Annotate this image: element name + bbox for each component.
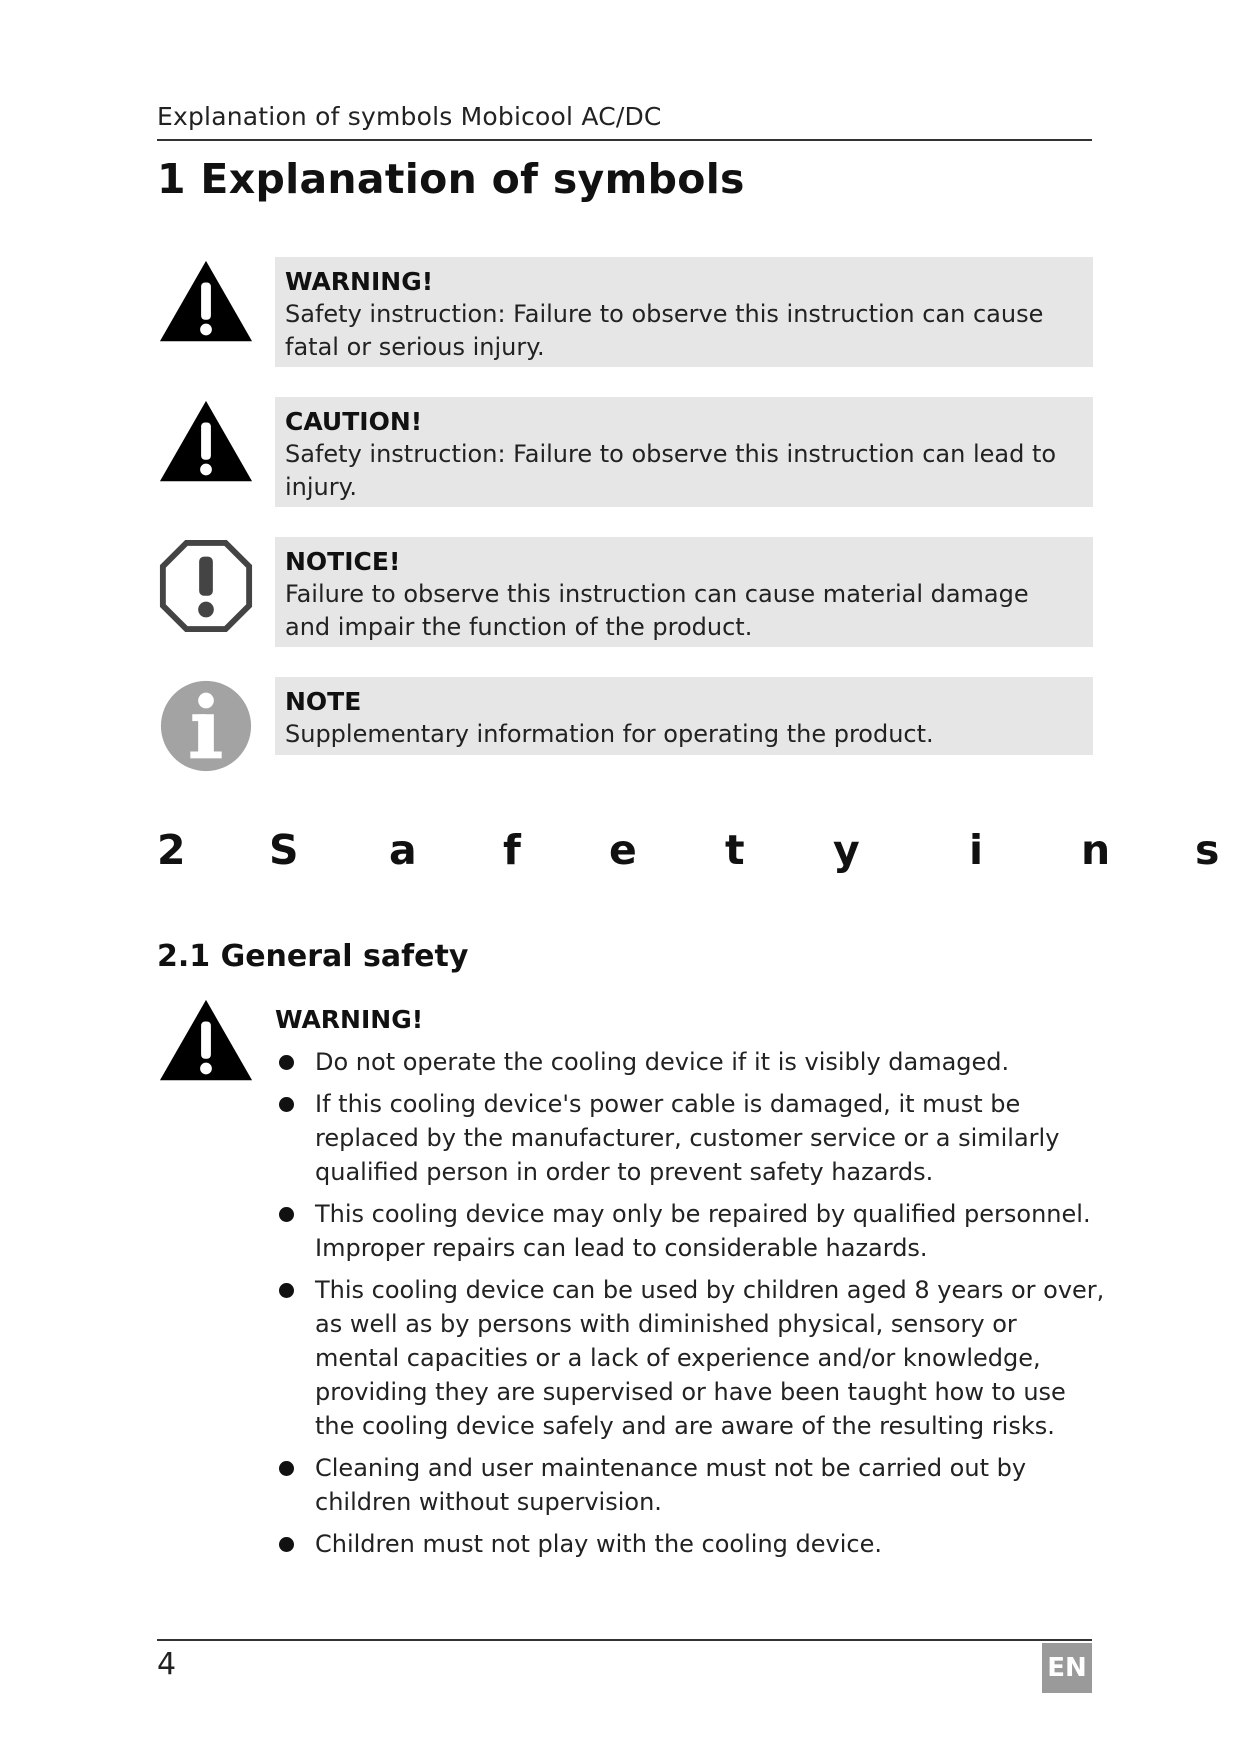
note-box — [275, 677, 1093, 755]
warning-triangle-icon — [157, 257, 255, 355]
section-2-title-char: t — [725, 826, 745, 874]
bullet-icon — [279, 1461, 294, 1476]
list-item — [275, 1087, 1105, 1189]
bullet-icon — [279, 1207, 294, 1222]
section-2-title-char: s — [1195, 826, 1220, 874]
notice-octagon-icon — [157, 537, 255, 635]
warning-triangle-icon — [157, 996, 255, 1094]
list-item — [275, 1197, 1105, 1265]
list-item-text: Children must not play with the cooling device. — [315, 1530, 882, 1558]
header-divider — [157, 139, 1092, 141]
note-text: Supplementary information for operating the product. — [285, 720, 934, 748]
section-2-title-char: S — [269, 826, 299, 874]
notice-box — [275, 537, 1093, 647]
warning-label: WARNING! — [285, 267, 434, 296]
bullet-icon — [279, 1537, 294, 1552]
running-header: Explanation of symbols Mobicool AC/DC — [157, 102, 662, 131]
subsection-2-1-title: 2.1 General safety — [157, 939, 469, 974]
section-2-title-char: a — [389, 826, 417, 874]
list-item-text: Cleaning and user maintenance must not be carried out by children without supervision. — [315, 1454, 1027, 1516]
warning-text: Safety instruction: Failure to observe this instruction can cause fatal or serious injury. — [285, 300, 1044, 361]
list-item-text: This cooling device can be used by children aged 8 years or over, as well as by persons with diminished physical, sensory or mental capacities or a lack of experience and/or knowledge, providing they are supervised or have been taught how to use the cooling device safely and are aware of the resulting risks. — [315, 1276, 1105, 1440]
caution-label: CAUTION! — [285, 407, 423, 436]
bullet-icon — [279, 1283, 294, 1298]
section-2-title — [157, 826, 1241, 886]
list-item-text: This cooling device may only be repaired by qualified personnel. Improper repairs can lead to considerable hazards. — [315, 1200, 1091, 1262]
footer-divider — [157, 1639, 1092, 1641]
section-2-title-char: i — [969, 826, 984, 874]
notice-text: Failure to observe this instruction can cause material damage and impair the function of the product. — [285, 580, 1029, 641]
info-circle-icon — [157, 677, 255, 775]
list-item-text: Do not operate the cooling device if it is visibly damaged. — [315, 1048, 1010, 1076]
language-badge: EN — [1042, 1643, 1092, 1693]
caution-text: Safety instruction: Failure to observe this instruction can lead to injury. — [285, 440, 1057, 501]
general-safety-warning-label: WARNING! — [275, 1005, 424, 1034]
bullet-icon — [279, 1055, 294, 1070]
warning-box — [275, 257, 1093, 367]
safety-bullet-list — [275, 1045, 1105, 1569]
list-item — [275, 1527, 1105, 1561]
section-2-title-char: n — [1081, 826, 1111, 874]
section-1-title: 1 Explanation of symbols — [157, 155, 745, 203]
list-item — [275, 1273, 1105, 1443]
section-2-title-char: y — [833, 826, 860, 874]
note-label: NOTE — [285, 687, 362, 716]
caution-box — [275, 397, 1093, 507]
section-2-title-char: 2 — [157, 826, 186, 874]
page-number: 4 — [157, 1647, 177, 1682]
notice-label: NOTICE! — [285, 547, 401, 576]
section-2-title-char: e — [609, 826, 637, 874]
list-item-text: If this cooling device's power cable is damaged, it must be replaced by the manufacturer, customer service or a similarly qualified person in order to prevent safety hazards. — [315, 1090, 1060, 1186]
caution-triangle-icon — [157, 397, 255, 495]
bullet-icon — [279, 1097, 294, 1112]
section-2-title-char: f — [503, 826, 521, 874]
list-item — [275, 1451, 1105, 1519]
list-item — [275, 1045, 1105, 1079]
